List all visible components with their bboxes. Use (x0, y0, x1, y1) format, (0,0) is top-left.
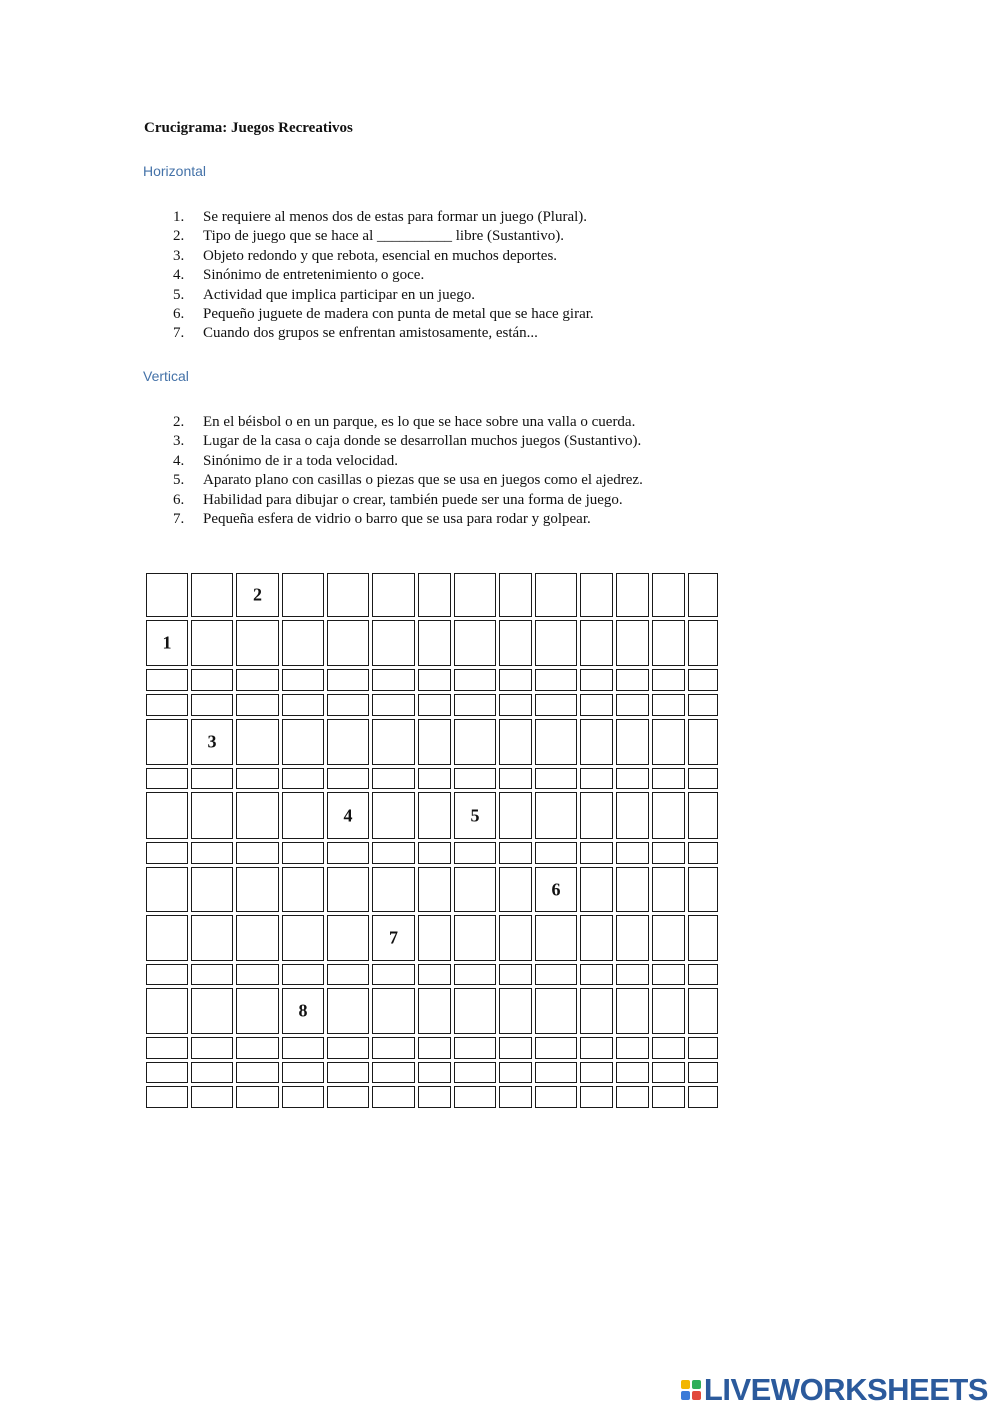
crossword-cell[interactable] (535, 620, 577, 666)
crossword-cell[interactable] (327, 792, 369, 839)
crossword-cell[interactable] (580, 988, 613, 1034)
crossword-cell[interactable] (418, 694, 451, 716)
crossword-cell[interactable] (327, 669, 369, 691)
crossword-cell[interactable] (688, 719, 718, 765)
crossword-cell[interactable] (191, 620, 233, 666)
crossword-cell[interactable] (327, 842, 369, 864)
crossword-cell[interactable] (418, 915, 451, 961)
crossword-cell[interactable] (282, 988, 324, 1034)
crossword-cell[interactable] (418, 1037, 451, 1059)
crossword-cell[interactable] (652, 867, 685, 912)
clue-number: 7. (173, 511, 185, 528)
crossword-cell[interactable] (499, 694, 532, 716)
crossword-cell[interactable] (454, 573, 496, 617)
crossword-cell[interactable] (191, 792, 233, 839)
horizontal-clue (160, 286, 594, 305)
crossword-cell[interactable] (616, 694, 649, 716)
crossword-cell[interactable] (282, 1062, 324, 1083)
crossword-cell[interactable] (580, 792, 613, 839)
vertical-clue (160, 432, 643, 451)
crossword-cell[interactable] (616, 719, 649, 765)
crossword-cell[interactable] (191, 915, 233, 961)
crossword-cell[interactable] (580, 964, 613, 985)
cell-number-label: 8 (298, 1000, 308, 1021)
crossword-cell[interactable] (499, 792, 532, 839)
crossword-cell[interactable] (372, 964, 415, 985)
crossword-cell[interactable] (688, 768, 718, 789)
crossword-cell[interactable] (688, 964, 718, 985)
crossword-cell[interactable] (372, 867, 415, 912)
clue-text: Aparato plano con casillas o piezas que se usa en juegos como el ajedrez. (203, 472, 643, 489)
crossword-cell[interactable] (191, 867, 233, 912)
crossword-cell[interactable] (372, 620, 415, 666)
crossword-cell[interactable] (652, 620, 685, 666)
crossword-cell[interactable] (652, 915, 685, 961)
crossword-cell[interactable] (282, 964, 324, 985)
crossword-cell[interactable] (191, 694, 233, 716)
crossword-cell[interactable] (652, 1086, 685, 1108)
crossword-cell[interactable] (652, 964, 685, 985)
crossword-cell[interactable] (454, 669, 496, 691)
crossword-cell[interactable] (191, 719, 233, 765)
crossword-cell[interactable] (652, 768, 685, 789)
crossword-cell[interactable] (688, 792, 718, 839)
crossword-cell[interactable] (616, 842, 649, 864)
crossword-cell[interactable] (535, 792, 577, 839)
crossword-cell[interactable] (580, 1037, 613, 1059)
crossword-cell[interactable] (535, 573, 577, 617)
clue-number: 6. (173, 306, 185, 323)
crossword-cell[interactable] (418, 842, 451, 864)
vertical-clue (160, 491, 643, 510)
crossword-cell[interactable] (372, 792, 415, 839)
crossword-cell[interactable] (580, 1062, 613, 1083)
crossword-cell[interactable] (535, 1037, 577, 1059)
horizontal-clue (160, 247, 594, 266)
horizontal-clue (160, 305, 594, 324)
crossword-cell[interactable] (236, 915, 279, 961)
crossword-cell[interactable] (327, 1086, 369, 1108)
crossword-cell[interactable] (580, 915, 613, 961)
crossword-cell[interactable] (191, 768, 233, 789)
clue-number: 2. (173, 414, 185, 430)
clue-number: 5. (173, 472, 185, 489)
crossword-cell[interactable] (616, 1086, 649, 1108)
cell-number-label: 3 (207, 731, 217, 752)
clue-number: 2. (173, 228, 185, 245)
crossword-cell[interactable] (327, 573, 369, 617)
crossword-cell[interactable] (499, 915, 532, 961)
crossword-cell[interactable] (146, 1086, 188, 1108)
crossword-cell[interactable] (372, 842, 415, 864)
horizontal-clue (160, 266, 594, 285)
crossword-cell[interactable] (616, 768, 649, 789)
crossword-cell[interactable] (146, 719, 188, 765)
clue-text: Actividad que implica participar en un juego. (203, 286, 475, 303)
crossword-cell[interactable] (535, 719, 577, 765)
crossword-cell[interactable] (652, 988, 685, 1034)
crossword-cell[interactable] (580, 620, 613, 666)
horizontal-heading: Horizontal (143, 163, 207, 179)
crossword-cell[interactable] (236, 988, 279, 1034)
crossword-cell[interactable] (454, 1037, 496, 1059)
crossword-cell[interactable] (535, 964, 577, 985)
cell-number-label: 6 (551, 879, 561, 899)
clue-text: Pequeño juguete de madera con punta de metal que se hace girar. (203, 306, 594, 323)
crossword-cell[interactable] (499, 1086, 532, 1108)
crossword-cell[interactable] (282, 669, 324, 691)
crossword-cell[interactable] (418, 768, 451, 789)
crossword-cell[interactable] (418, 573, 451, 617)
crossword-cell[interactable] (535, 694, 577, 716)
crossword-cell[interactable] (146, 792, 188, 839)
crossword-cell[interactable] (454, 1062, 496, 1083)
clue-number: 1. (173, 209, 185, 225)
crossword-cell[interactable] (616, 1062, 649, 1083)
vertical-clue (160, 452, 643, 471)
crossword-cell[interactable] (372, 669, 415, 691)
crossword-cell[interactable] (191, 842, 233, 864)
crossword-cell[interactable] (688, 669, 718, 691)
clue-number: 4. (173, 267, 185, 284)
crossword-cell[interactable] (282, 792, 324, 839)
crossword-cell[interactable] (454, 867, 496, 912)
crossword-cell[interactable] (535, 915, 577, 961)
crossword-cell[interactable] (146, 620, 188, 666)
crossword-cell[interactable] (191, 1037, 233, 1059)
crossword-cell[interactable] (688, 915, 718, 961)
crossword-cell[interactable] (372, 1062, 415, 1083)
crossword-cell[interactable] (146, 694, 188, 716)
crossword-cell[interactable] (499, 988, 532, 1034)
clue-number: 3. (173, 433, 185, 450)
crossword-cell[interactable] (652, 573, 685, 617)
crossword-cell[interactable] (191, 988, 233, 1034)
crossword-cell[interactable] (327, 620, 369, 666)
crossword-cell[interactable] (146, 988, 188, 1034)
horizontal-clue (160, 227, 594, 246)
crossword-cell[interactable] (580, 1086, 613, 1108)
crossword-cell[interactable] (191, 1086, 233, 1108)
crossword-cell[interactable] (236, 620, 279, 666)
clue-number: 5. (173, 286, 185, 303)
crossword-cell[interactable] (236, 792, 279, 839)
cell-number-label: 5 (470, 805, 480, 825)
horizontal-clue (160, 208, 594, 227)
clue-text: Se requiere al menos dos de estas para formar un juego (Plural). (203, 209, 588, 225)
crossword-cell[interactable] (580, 573, 613, 617)
crossword-cell[interactable] (580, 669, 613, 691)
crossword-cell[interactable] (372, 573, 415, 617)
crossword-cell[interactable] (688, 694, 718, 716)
crossword-cell[interactable] (652, 694, 685, 716)
clue-number: 3. (173, 247, 185, 264)
crossword-cell[interactable] (236, 1062, 279, 1083)
horizontal-clue (160, 324, 594, 343)
crossword-cell[interactable] (652, 669, 685, 691)
crossword-cell[interactable] (616, 867, 649, 912)
crossword-cell[interactable] (652, 792, 685, 839)
crossword-cell[interactable] (499, 964, 532, 985)
crossword-cell[interactable] (418, 620, 451, 666)
brand-text: LIVEWORKSHEETS (703, 1372, 988, 1407)
crossword-cell[interactable] (282, 867, 324, 912)
crossword-cell[interactable] (372, 1037, 415, 1059)
crossword-cell[interactable] (454, 719, 496, 765)
crossword-cell[interactable] (499, 842, 532, 864)
crossword-cell[interactable] (236, 867, 279, 912)
crossword-cell[interactable] (146, 867, 188, 912)
crossword-cell[interactable] (454, 842, 496, 864)
crossword-cell[interactable] (372, 768, 415, 789)
crossword-cell[interactable] (327, 1037, 369, 1059)
crossword-cell[interactable] (236, 964, 279, 985)
logo-square (692, 1391, 701, 1400)
crossword-cell[interactable] (327, 988, 369, 1034)
clue-number: 4. (173, 452, 185, 469)
crossword-cell[interactable] (580, 842, 613, 864)
crossword-cell[interactable] (454, 792, 496, 839)
crossword-cell[interactable] (327, 768, 369, 789)
crossword-cell[interactable] (535, 1062, 577, 1083)
crossword-cell[interactable] (418, 964, 451, 985)
crossword-cell[interactable] (327, 867, 369, 912)
crossword-cell[interactable] (535, 1086, 577, 1108)
liveworksheets-logo-icon (681, 1380, 701, 1400)
crossword-cell[interactable] (282, 573, 324, 617)
crossword-cell[interactable] (236, 1037, 279, 1059)
crossword-cell[interactable] (372, 694, 415, 716)
crossword-cell[interactable] (580, 768, 613, 789)
crossword-cell[interactable] (454, 1086, 496, 1108)
crossword-cell[interactable] (236, 1086, 279, 1108)
clue-text: Sinónimo de entretenimiento o goce. (203, 267, 425, 284)
crossword-cell[interactable] (236, 573, 279, 617)
vertical-clue (160, 471, 643, 490)
crossword-cell[interactable] (454, 915, 496, 961)
crossword-cell[interactable] (499, 867, 532, 912)
crossword-cell[interactable] (535, 867, 577, 912)
vertical-clue (160, 510, 643, 529)
clue-number: 6. (173, 491, 185, 508)
clue-text: Objeto redondo y que rebota, esencial en muchos deportes. (203, 247, 558, 264)
vertical-heading: Vertical (143, 368, 189, 384)
crossword-cell[interactable] (616, 669, 649, 691)
crossword-cell[interactable] (327, 915, 369, 961)
crossword-cell[interactable] (327, 694, 369, 716)
crossword-cell[interactable] (652, 719, 685, 765)
crossword-cell[interactable] (580, 867, 613, 912)
crossword-cell[interactable] (146, 669, 188, 691)
crossword-cell[interactable] (418, 867, 451, 912)
clue-text: Lugar de la casa o caja donde se desarrollan muchos juegos (Sustantivo). (203, 433, 642, 450)
crossword-cell[interactable] (535, 768, 577, 789)
worksheet-title: Crucigrama: Juegos Recreativos (144, 120, 353, 136)
crossword-cell[interactable] (372, 988, 415, 1034)
crossword-cell[interactable] (616, 964, 649, 985)
crossword-cell[interactable] (146, 768, 188, 789)
crossword-cell[interactable] (191, 573, 233, 617)
crossword-cell[interactable] (454, 620, 496, 666)
crossword-cell[interactable] (616, 620, 649, 666)
crossword-cell[interactable] (146, 1062, 188, 1083)
crossword-cell[interactable] (418, 1062, 451, 1083)
liveworksheets-branding (681, 1372, 988, 1408)
crossword-cell[interactable] (688, 620, 718, 666)
crossword-cell[interactable] (652, 1037, 685, 1059)
crossword-cell[interactable] (535, 669, 577, 691)
crossword-cell[interactable] (191, 1062, 233, 1083)
crossword-cell[interactable] (454, 768, 496, 789)
crossword-cell[interactable] (236, 768, 279, 789)
crossword-cell[interactable] (418, 669, 451, 691)
vertical-clue (160, 413, 643, 432)
crossword-cell[interactable] (146, 964, 188, 985)
crossword-cell[interactable] (688, 988, 718, 1034)
crossword-cell[interactable] (282, 842, 324, 864)
crossword-cell[interactable] (372, 719, 415, 765)
crossword-cell[interactable] (327, 1062, 369, 1083)
crossword-cell[interactable] (616, 1037, 649, 1059)
crossword-cell[interactable] (499, 768, 532, 789)
crossword-cell[interactable] (616, 792, 649, 839)
crossword-cell[interactable] (236, 842, 279, 864)
crossword-cell[interactable] (418, 792, 451, 839)
crossword-cell[interactable] (236, 719, 279, 765)
crossword-cell[interactable] (580, 719, 613, 765)
crossword-cell[interactable] (146, 915, 188, 961)
logo-square (692, 1380, 701, 1389)
crossword-cell[interactable] (499, 719, 532, 765)
logo-square (681, 1380, 690, 1389)
crossword-cell[interactable] (499, 1037, 532, 1059)
crossword-cell[interactable] (688, 867, 718, 912)
crossword-cell[interactable] (282, 1086, 324, 1108)
crossword-cell[interactable] (616, 988, 649, 1034)
cell-number-label: 4 (343, 805, 353, 825)
crossword-cell[interactable] (688, 573, 718, 617)
crossword-cell[interactable] (146, 1037, 188, 1059)
clue-text: Cuando dos grupos se enfrentan amistosamente, están... (203, 325, 538, 342)
cell-number-label: 1 (162, 632, 172, 653)
clue-number: 7. (173, 325, 185, 342)
vertical-clue-list (160, 413, 643, 529)
crossword-cell[interactable] (418, 1086, 451, 1108)
crossword-cell[interactable] (236, 694, 279, 716)
crossword-cell[interactable] (418, 988, 451, 1034)
crossword-cell[interactable] (372, 915, 415, 961)
crossword-cell[interactable] (454, 694, 496, 716)
crossword-cell[interactable] (688, 842, 718, 864)
crossword-cell[interactable] (282, 1037, 324, 1059)
crossword-cell[interactable] (535, 842, 577, 864)
crossword-cell[interactable] (499, 669, 532, 691)
clue-text: En el béisbol o en un parque, es lo que se hace sobre una valla o cuerda. (203, 414, 636, 430)
crossword-cell[interactable] (327, 719, 369, 765)
crossword-cell[interactable] (652, 1062, 685, 1083)
crossword-cell[interactable] (282, 620, 324, 666)
horizontal-clue-list (160, 208, 594, 344)
crossword-cell[interactable] (454, 988, 496, 1034)
crossword-cell[interactable] (580, 694, 613, 716)
crossword-cell[interactable] (688, 1086, 718, 1108)
crossword-cell[interactable] (688, 1037, 718, 1059)
crossword-cell[interactable] (282, 915, 324, 961)
crossword-cell[interactable] (652, 842, 685, 864)
crossword-cell[interactable] (191, 964, 233, 985)
crossword-cell[interactable] (191, 669, 233, 691)
crossword-cell[interactable] (688, 1062, 718, 1083)
crossword-cell[interactable] (372, 1086, 415, 1108)
crossword-cell[interactable] (616, 573, 649, 617)
crossword-cell[interactable] (282, 768, 324, 789)
crossword-cell[interactable] (499, 1062, 532, 1083)
cell-number-label: 2 (253, 584, 262, 605)
crossword-cell[interactable] (236, 669, 279, 691)
crossword-cell[interactable] (282, 694, 324, 716)
crossword-cell[interactable] (418, 719, 451, 765)
clue-text: Habilidad para dibujar o crear, también puede ser una forma de juego. (203, 491, 623, 508)
crossword-cell[interactable] (327, 964, 369, 985)
crossword-cell[interactable] (535, 988, 577, 1034)
crossword-cell[interactable] (616, 915, 649, 961)
clue-text: Tipo de juego que se hace al __________ libre (Sustantivo). (203, 228, 565, 245)
clue-text: Pequeña esfera de vidrio o barro que se usa para rodar y golpear. (203, 511, 591, 528)
clue-text: Sinónimo de ir a toda velocidad. (203, 452, 398, 469)
cell-number-label: 7 (389, 927, 398, 948)
logo-square (681, 1391, 690, 1400)
crossword-cell[interactable] (146, 842, 188, 864)
crossword-cell[interactable] (454, 964, 496, 985)
crossword-cell[interactable] (499, 573, 532, 617)
crossword-cell[interactable] (146, 573, 188, 617)
crossword-cell[interactable] (282, 719, 324, 765)
crossword-cell[interactable] (499, 620, 532, 666)
